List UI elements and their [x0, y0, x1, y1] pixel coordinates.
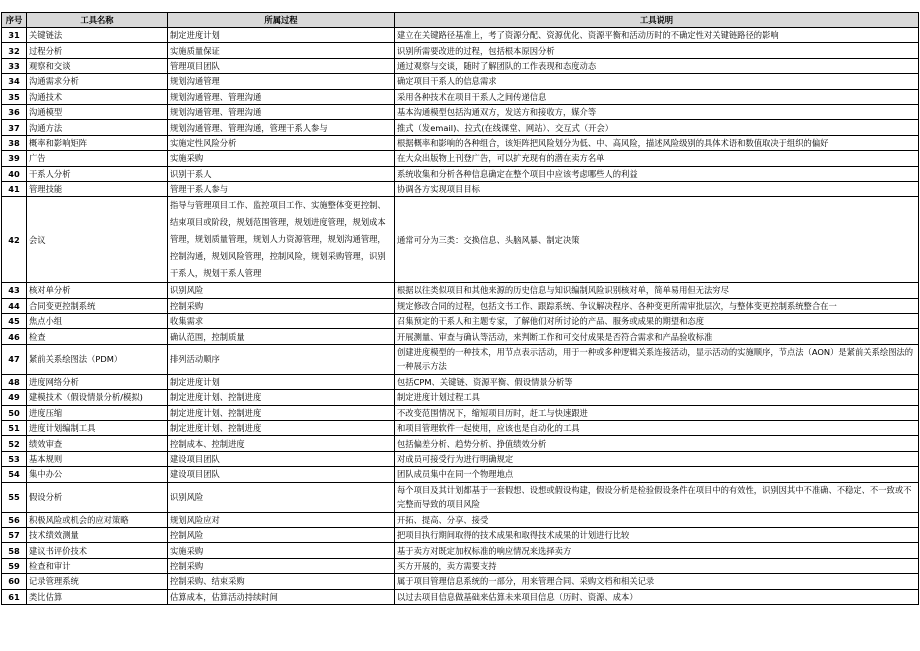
table-row: [2, 421, 919, 436]
process-cell: 规划沟通管理、管理沟通，管理干系人参与: [168, 120, 395, 135]
table-row: [2, 74, 919, 89]
tool-name-cell: 进度压缩: [27, 405, 168, 420]
table-row: [2, 89, 919, 104]
description-cell: 把项目执行期间取得的技术成果和取得技术成果的计划进行比较: [395, 527, 919, 542]
description-cell: 团队成员集中在同一个物理地点: [395, 467, 919, 482]
process-cell: 管理干系人参与: [168, 181, 395, 196]
description-cell: 召集预定的干系人和主题专家，了解他们对所讨论的产品、服务或成果的期望和态度: [395, 314, 919, 329]
process-cell: 指导与管理项目工作、监控项目工作、实施整体变更控制、结束项目或阶段，规划范围管理，规划进度管理，规划成本管理，规划质量管理，规划人力资源管理，规划沟通管理，控制沟通，规划风险管理，控制风险，规划采购管理，识别干系人，规划干系人管理: [168, 197, 395, 283]
process-cell: 识别风险: [168, 283, 395, 298]
description-cell: 基于卖方对既定加权标准的响应情况来选择卖方: [395, 543, 919, 558]
table-row: [2, 58, 919, 73]
description-cell: 在大众出版物上刊登广告，可以扩充现有的潜在卖方名单: [395, 151, 919, 166]
process-cell: 实施质量保证: [168, 43, 395, 58]
description-cell: 根据概率和影响的各种组合，该矩阵把风险划分为低、中、高风险，描述风险级别的具体术语和数值取决于组织的偏好: [395, 135, 919, 150]
tool-name-cell: 假设分析: [27, 482, 168, 512]
description-cell: 创建进度模型的一种技术，用节点表示活动，用于一种或多种逻辑关系连接活动，显示活动的实施顺序，节点法（AON）是紧前关系绘图法的一种展示方法: [395, 344, 919, 374]
row-number: 61: [2, 589, 27, 604]
table-row: [2, 344, 919, 374]
process-cell: 控制采购: [168, 558, 395, 573]
table-row: [2, 390, 919, 405]
tool-name-cell: 过程分析: [27, 43, 168, 58]
row-number: 56: [2, 512, 27, 527]
tool-name-cell: 技术绩效测量: [27, 527, 168, 542]
process-cell: 控制采购、结束采购: [168, 574, 395, 589]
tool-name-cell: 集中办公: [27, 467, 168, 482]
process-cell: 建设项目团队: [168, 467, 395, 482]
tool-name-cell: 焦点小组: [27, 314, 168, 329]
table-row: [2, 374, 919, 389]
row-number: 60: [2, 574, 27, 589]
table-row: [2, 589, 919, 604]
description-cell: 属于项目管理信息系统的一部分，用来管理合同、采购文档和相关记录: [395, 574, 919, 589]
row-number: 43: [2, 283, 27, 298]
row-number: 32: [2, 43, 27, 58]
process-cell: 估算成本，估算活动持续时间: [168, 589, 395, 604]
row-number: 46: [2, 329, 27, 344]
process-cell: 制定进度计划: [168, 28, 395, 43]
row-number: 37: [2, 120, 27, 135]
tool-name-cell: 沟通技术: [27, 89, 168, 104]
process-cell: 识别干系人: [168, 166, 395, 181]
row-number: 39: [2, 151, 27, 166]
table-row: [2, 436, 919, 451]
tool-name-cell: 沟通方法: [27, 120, 168, 135]
description-cell: 每个项目及其计划都基于一套假想、设想或假设构建，假设分析是检验假设条件在项目中的有效性，识别因其中不准确、不稳定、不一致或不完整而导致的项目风险: [395, 482, 919, 512]
tool-name-cell: 合同变更控制系统: [27, 298, 168, 313]
table-row: [2, 28, 919, 43]
description-cell: 确定项目干系人的信息需求: [395, 74, 919, 89]
description-cell: 以过去项目信息做基础来估算未来项目信息（历时、资源、成本）: [395, 589, 919, 604]
row-number: 50: [2, 405, 27, 420]
table-row: [2, 135, 919, 150]
header-no: 序号: [2, 13, 27, 28]
row-number: 41: [2, 181, 27, 196]
process-cell: 制定进度计划、控制进度: [168, 390, 395, 405]
row-number: 34: [2, 74, 27, 89]
row-number: 55: [2, 482, 27, 512]
tool-name-cell: 沟通需求分析: [27, 74, 168, 89]
description-cell: 对成员可接受行为进行明确规定: [395, 451, 919, 466]
process-cell: 制定进度计划、控制进度: [168, 405, 395, 420]
tool-name-cell: 类比估算: [27, 589, 168, 604]
header-row: [2, 13, 919, 28]
process-cell: 规划风险应对: [168, 512, 395, 527]
tool-name-cell: 广告: [27, 151, 168, 166]
header-description: 工具说明: [395, 13, 919, 28]
table-row: [2, 43, 919, 58]
tool-name-cell: 进度网络分析: [27, 374, 168, 389]
description-cell: 通过观察与交谈，随时了解团队的工作表现和态度动态: [395, 58, 919, 73]
row-number: 38: [2, 135, 27, 150]
table-row: [2, 104, 919, 119]
row-number: 54: [2, 467, 27, 482]
description-cell: 规定修改合同的过程，包括文书工作、跟踪系统、争议解决程序、各种变更所需审批层次，与整体变更控制系统整合在一: [395, 298, 919, 313]
row-number: 31: [2, 28, 27, 43]
table-row: [2, 181, 919, 196]
row-number: 48: [2, 374, 27, 389]
row-number: 51: [2, 421, 27, 436]
tool-name-cell: 管理技能: [27, 181, 168, 196]
tool-name-cell: 概率和影响矩阵: [27, 135, 168, 150]
tool-name-cell: 记录管理系统: [27, 574, 168, 589]
tool-name-cell: 建议书评价技术: [27, 543, 168, 558]
row-number: 42: [2, 197, 27, 283]
table-row: [2, 283, 919, 298]
description-cell: 推式（发email)、拉式(在线课堂、网站）、交互式（开会）: [395, 120, 919, 135]
tool-name-cell: 建模技术（假设情景分析/模拟): [27, 390, 168, 405]
description-cell: 系统收集和分析各种信息确定在整个项目中应该考虑哪些人的利益: [395, 166, 919, 181]
row-number: 52: [2, 436, 27, 451]
description-cell: 制定进度计划过程工具: [395, 390, 919, 405]
row-number: 35: [2, 89, 27, 104]
tool-name-cell: 会议: [27, 197, 168, 283]
tool-name-cell: 关键链法: [27, 28, 168, 43]
process-cell: 确认范围，控制质量: [168, 329, 395, 344]
process-cell: 规划沟通管理: [168, 74, 395, 89]
table-row: [2, 512, 919, 527]
table-row: [2, 120, 919, 135]
row-number: 33: [2, 58, 27, 73]
row-number: 36: [2, 104, 27, 119]
table-body: [2, 28, 919, 605]
table-row: [2, 405, 919, 420]
row-number: 45: [2, 314, 27, 329]
table-row: [2, 467, 919, 482]
description-cell: 基本沟通模型包括沟通双方，发送方和接收方，媒介等: [395, 104, 919, 119]
process-cell: 实施采购: [168, 543, 395, 558]
tool-name-cell: 观察和交谈: [27, 58, 168, 73]
table-row: [2, 298, 919, 313]
table-row: [2, 543, 919, 558]
process-cell: 控制采购: [168, 298, 395, 313]
row-number: 57: [2, 527, 27, 542]
description-cell: 包括CPM、关键链、资源平衡、假设情景分析等: [395, 374, 919, 389]
table-row: [2, 314, 919, 329]
tool-name-cell: 检查: [27, 329, 168, 344]
row-number: 49: [2, 390, 27, 405]
process-cell: 控制风险: [168, 527, 395, 542]
process-cell: 规划沟通管理、管理沟通: [168, 104, 395, 119]
process-cell: 实施采购: [168, 151, 395, 166]
table-row: [2, 527, 919, 542]
row-number: 44: [2, 298, 27, 313]
header-tool-name: 工具名称: [27, 13, 168, 28]
row-number: 47: [2, 344, 27, 374]
tool-name-cell: 进度计划编制工具: [27, 421, 168, 436]
tool-name-cell: 核对单分析: [27, 283, 168, 298]
description-cell: 买方开展的，卖方需要支持: [395, 558, 919, 573]
description-cell: 包括偏差分析、趋势分析、挣值绩效分析: [395, 436, 919, 451]
description-cell: 开展测量、审查与确认等活动，来判断工作和可交付成果是否符合需求和产品验收标准: [395, 329, 919, 344]
process-cell: 规划沟通管理、管理沟通: [168, 89, 395, 104]
table-row: [2, 329, 919, 344]
tool-name-cell: 检查和审计: [27, 558, 168, 573]
process-cell: 制定进度计划: [168, 374, 395, 389]
process-cell: 管理项目团队: [168, 58, 395, 73]
table-row: [2, 574, 919, 589]
table-row: [2, 451, 919, 466]
description-cell: 识别所需要改进的过程，包括根本原因分析: [395, 43, 919, 58]
description-cell: 不改变范围情况下，缩短项目历时，赶工与快速跟进: [395, 405, 919, 420]
row-number: 53: [2, 451, 27, 466]
tools-table: [1, 12, 919, 605]
tool-name-cell: 基本规则: [27, 451, 168, 466]
row-number: 40: [2, 166, 27, 181]
process-cell: 识别风险: [168, 482, 395, 512]
tool-name-cell: 沟通模型: [27, 104, 168, 119]
description-cell: 协调各方实现项目目标: [395, 181, 919, 196]
tool-name-cell: 紧前关系绘图法（PDM）: [27, 344, 168, 374]
process-cell: 实施定性风险分析: [168, 135, 395, 150]
table-row: [2, 482, 919, 512]
table-row: [2, 166, 919, 181]
row-number: 58: [2, 543, 27, 558]
description-cell: 采用各种技术在项目干系人之间传递信息: [395, 89, 919, 104]
table-row: [2, 151, 919, 166]
tool-name-cell: 绩效审查: [27, 436, 168, 451]
header-process: 所属过程: [168, 13, 395, 28]
description-cell: 和项目管理软件一起使用，应该也是自动化的工具: [395, 421, 919, 436]
process-cell: 收集需求: [168, 314, 395, 329]
table-row: [2, 197, 919, 283]
process-cell: 建设项目团队: [168, 451, 395, 466]
process-cell: 制定进度计划、控制进度: [168, 421, 395, 436]
process-cell: 排列活动顺序: [168, 344, 395, 374]
row-number: 59: [2, 558, 27, 573]
description-cell: 建立在关键路径基准上，考了资源分配、资源优化、资源平衡和活动历时的不确定性对关键链路径的影响: [395, 28, 919, 43]
description-cell: 开拓、提高、分享、接受: [395, 512, 919, 527]
tool-name-cell: 干系人分析: [27, 166, 168, 181]
description-cell: 根据以往类似项目和其他来源的历史信息与知识编制风险识别核对单，简单易用但无法穷尽: [395, 283, 919, 298]
tool-name-cell: 积极风险或机会的应对策略: [27, 512, 168, 527]
description-cell: 通常可分为三类：交换信息、头脑风暴、制定决策: [395, 197, 919, 283]
process-cell: 控制成本、控制进度: [168, 436, 395, 451]
table-row: [2, 558, 919, 573]
